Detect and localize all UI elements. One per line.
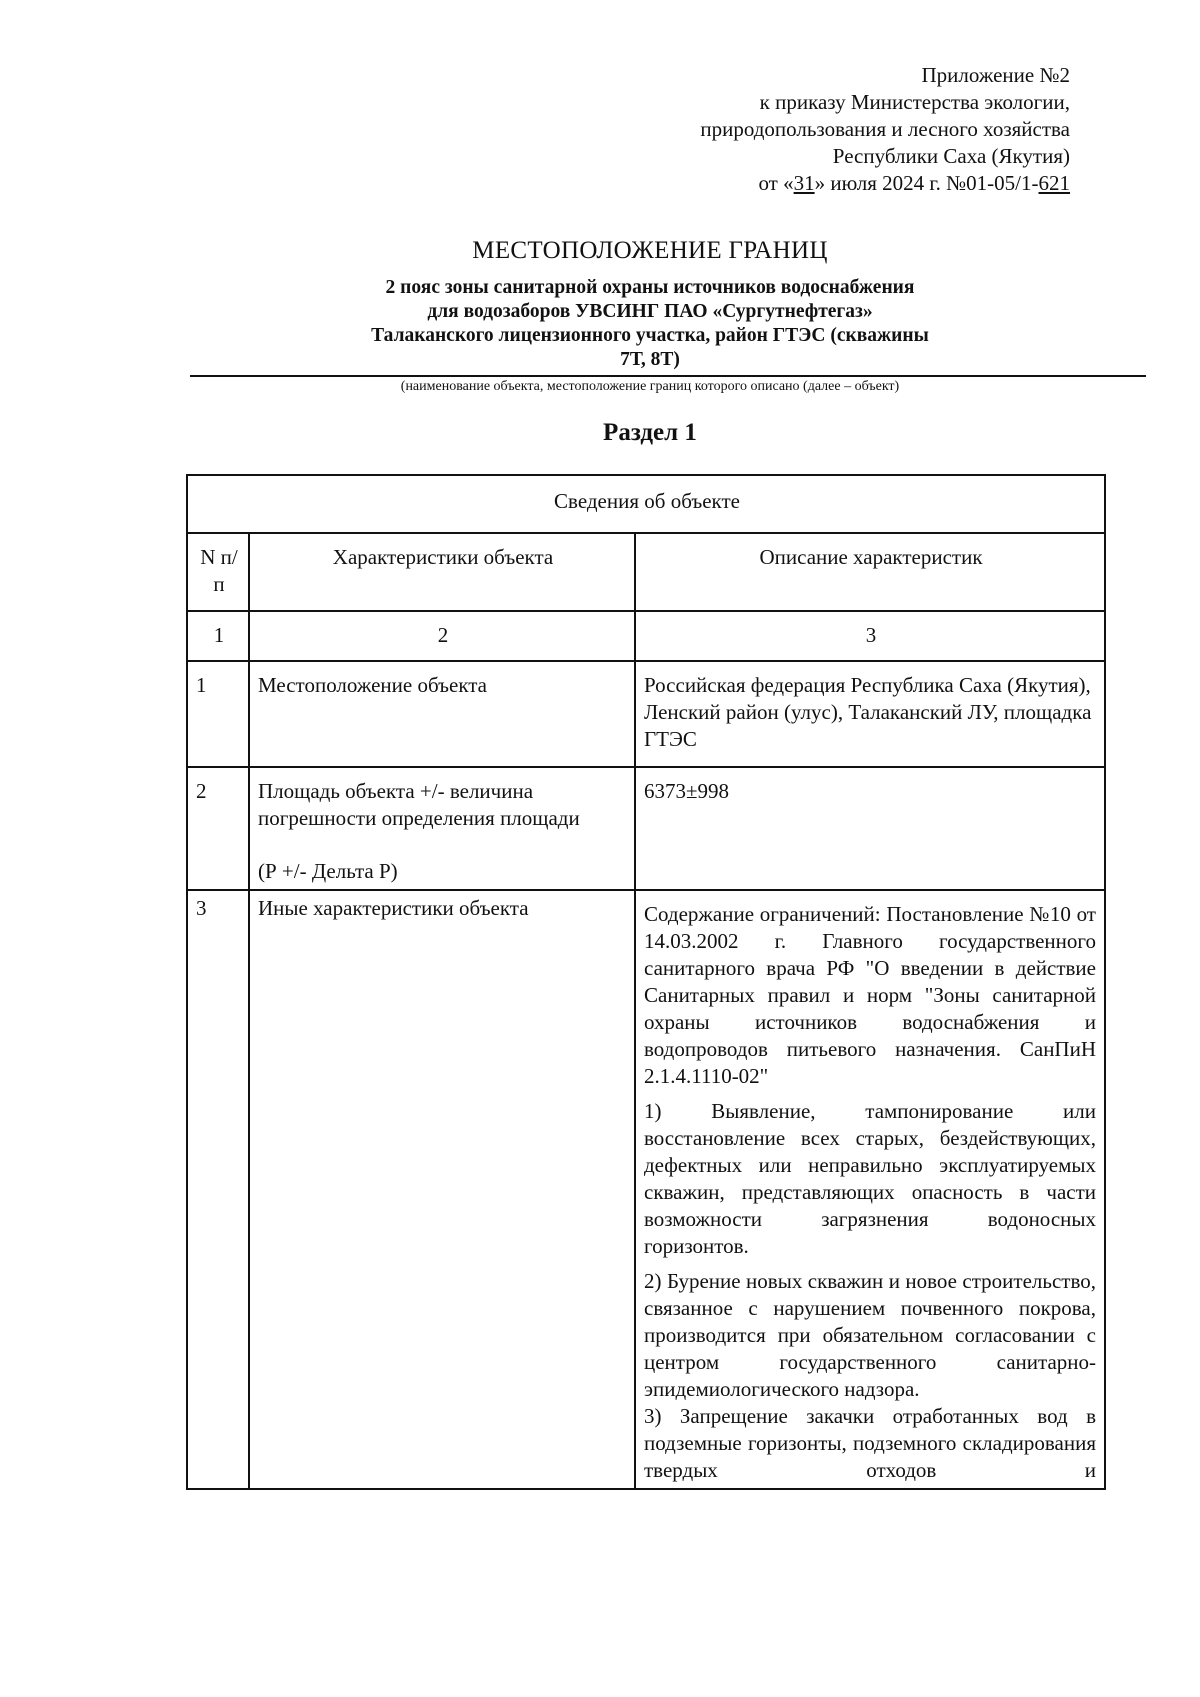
object-info-table bbox=[186, 474, 1106, 1490]
order-day: 31 bbox=[793, 171, 815, 195]
appendix-line-3: природопользования и лесного хозяйства bbox=[700, 117, 1070, 141]
table-row bbox=[187, 767, 1105, 890]
appendix-header bbox=[550, 62, 1070, 197]
row-3-characteristic: Иные характеристики объекта bbox=[249, 890, 635, 1489]
row-2-num: 2 bbox=[187, 767, 249, 890]
row-2-characteristic-cell bbox=[249, 767, 635, 890]
order-date-middle: » июля 2024 г. №01-05/1- bbox=[814, 171, 1039, 195]
restriction-paragraph-2: 1) Выявление, тампонирование или восстановление всех старых, бездействующих, дефектных или неправильно эксплуатируемых скважин, представляющих опасность в части возможности загрязнения водоносных горизонтов. bbox=[644, 1099, 1096, 1258]
row-1-num: 1 bbox=[187, 661, 249, 767]
table-header-row bbox=[187, 533, 1105, 611]
row-1-description: Российская федерация Республика Саха (Якутия), Ленский район (улус), Талаканский ЛУ, площадка ГТЭС bbox=[635, 661, 1105, 767]
column-number-3: 3 bbox=[635, 611, 1105, 661]
appendix-line-1: Приложение №2 bbox=[921, 63, 1070, 87]
object-name-line-3: Талаканского лицензионного участка, район ГТЭС (скважины bbox=[371, 325, 929, 346]
title-underline bbox=[190, 375, 1146, 377]
row-2-characteristic-note: (Р +/- Дельта Р) bbox=[258, 859, 398, 883]
row-3-description-cell bbox=[635, 890, 1105, 1489]
column-number-row bbox=[187, 611, 1105, 661]
row-3-num: 3 bbox=[187, 890, 249, 1489]
appendix-line-2: к приказу Министерства экологии, bbox=[759, 90, 1070, 114]
header-description: Описание характеристик bbox=[635, 533, 1105, 611]
table-caption: Сведения об объекте bbox=[187, 475, 1105, 533]
header-num: N п/п bbox=[187, 533, 249, 611]
object-name-line-1: 2 пояс зоны санитарной охраны источников водоснабжения bbox=[385, 277, 915, 298]
row-2-characteristic: Площадь объекта +/- величина погрешности определения площади bbox=[258, 779, 580, 830]
restriction-paragraph-4: 3) Запрещение закачки отработанных вод в подземные горизонты, подземного складирования твердых отходов и bbox=[644, 1404, 1096, 1482]
row-1-characteristic: Местоположение объекта bbox=[249, 661, 635, 767]
table-row bbox=[187, 661, 1105, 767]
order-date-prefix: от « bbox=[758, 171, 794, 195]
appendix-order-date bbox=[550, 170, 1070, 197]
object-name-note: (наименование объекта, местоположение границ которого описано (далее – объект) bbox=[400, 379, 900, 394]
table-row bbox=[187, 890, 1105, 1489]
row-2-description: 6373±998 bbox=[635, 767, 1105, 890]
table-caption-row bbox=[187, 475, 1105, 533]
column-number-2: 2 bbox=[249, 611, 635, 661]
header-characteristic: Характеристики объекта bbox=[249, 533, 635, 611]
appendix-line-4: Республики Саха (Якутия) bbox=[832, 144, 1070, 168]
object-name-line-2: для водозаборов УВСИНГ ПАО «Сургутнефтегаз» bbox=[427, 301, 873, 322]
restriction-paragraph-3: 2) Бурение новых скважин и новое строительство, связанное с нарушением почвенного покрова, производится при обязательном согласовании с центром государственного санитарно-эпидемиологического надзора. bbox=[644, 1269, 1096, 1401]
restriction-paragraph-1: Содержание ограничений: Постановление №10 от 14.03.2002 г. Главного государственного санитарного врача РФ "О введении в действие Санитарных правил и норм "Зоны санитарной охраны источников водоснабжения и водопроводов питьевого назначения. СанПиН 2.1.4.1110-02" bbox=[644, 902, 1096, 1088]
object-name bbox=[290, 276, 1010, 372]
object-name-line-4: 7Т, 8Т) bbox=[620, 349, 680, 370]
document-title: МЕСТОПОЛОЖЕНИЕ ГРАНИЦ bbox=[472, 237, 828, 264]
section-title: Раздел 1 bbox=[603, 419, 697, 446]
order-number: 621 bbox=[1038, 171, 1070, 195]
column-number-1: 1 bbox=[187, 611, 249, 661]
